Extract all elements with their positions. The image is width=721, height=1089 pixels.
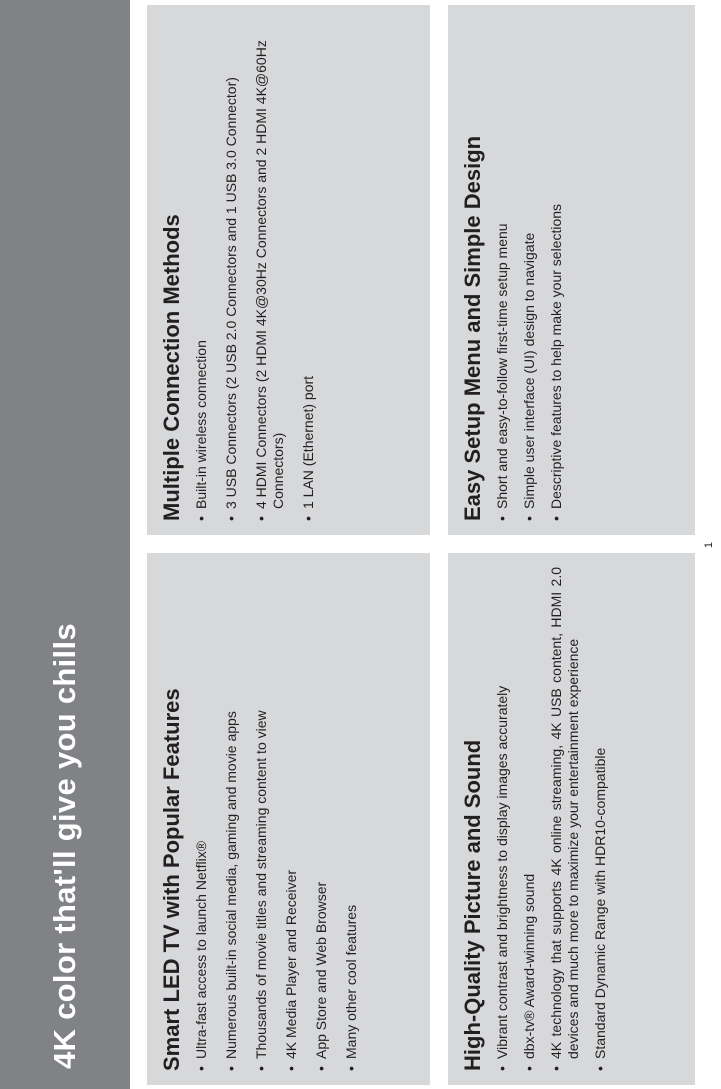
panel-easy-setup — [448, 5, 695, 535]
page-title: 4K color that'll give you chills — [47, 623, 82, 1069]
panel-smart-features — [147, 553, 430, 1085]
list-item: • Standard Dynamic Range with HDR10-compatible — [592, 567, 609, 1071]
list-item: • 1 LAN (Ethernet) port — [300, 19, 317, 521]
panel-title-picture: High-Quality Picture and Sound — [460, 739, 485, 1071]
title-banner — [0, 0, 130, 1089]
feature-list-smart — [193, 567, 360, 1071]
list-item: • Vibrant contrast and brightness to display images accurately — [494, 567, 511, 1071]
list-item: • Simple user interface (UI) design to navigate — [521, 19, 538, 521]
panel-connection-methods — [147, 5, 430, 535]
list-item: • Many other cool features — [343, 567, 360, 1071]
list-item: • Ultra-fast access to launch Netflix® — [193, 567, 210, 1071]
feature-list-picture — [494, 567, 609, 1071]
list-item: • Built-in wireless connection — [193, 19, 210, 521]
list-item: • Numerous built-in social media, gaming and movie apps — [223, 567, 240, 1071]
panel-title-connect: Multiple Connection Methods — [159, 214, 184, 521]
list-item: • 4 HDMI Connectors (2 HDMI 4K@30Hz Connectors and 2 HDMI 4K@60Hz Connectors) — [253, 19, 287, 521]
list-item: • App Store and Web Browser — [313, 567, 330, 1071]
list-item: • 3 USB Connectors (2 USB 2.0 Connectors and 1 USB 3.0 Connector) — [223, 19, 240, 521]
feature-list-setup — [494, 19, 565, 521]
panel-setup-content — [448, 5, 695, 535]
panel-connect-content — [147, 5, 430, 535]
page-number: 1 — [703, 541, 715, 549]
feature-list-connect — [193, 19, 317, 521]
panel-title-smart: Smart LED TV with Popular Features — [159, 688, 184, 1071]
list-item: • Short and easy-to-follow first-time setup menu — [494, 19, 511, 521]
panel-title-setup: Easy Setup Menu and Simple Design — [460, 135, 485, 521]
panel-smart-content — [147, 553, 430, 1085]
list-item: • 4K Media Player and Receiver — [283, 567, 300, 1071]
panel-picture-sound — [448, 553, 695, 1085]
list-item: • 4K technology that supports 4K online streaming, 4K USB content, HDMI 2.0 devices and much more to maximize your entertainment experience — [548, 567, 582, 1071]
list-item: • dbx-tv® Award-winning sound — [521, 567, 538, 1071]
list-item: • Descriptive features to help make your selections — [548, 19, 565, 521]
list-item: • Thousands of movie titles and streaming content to view — [253, 567, 270, 1071]
panel-picture-content — [448, 553, 695, 1085]
